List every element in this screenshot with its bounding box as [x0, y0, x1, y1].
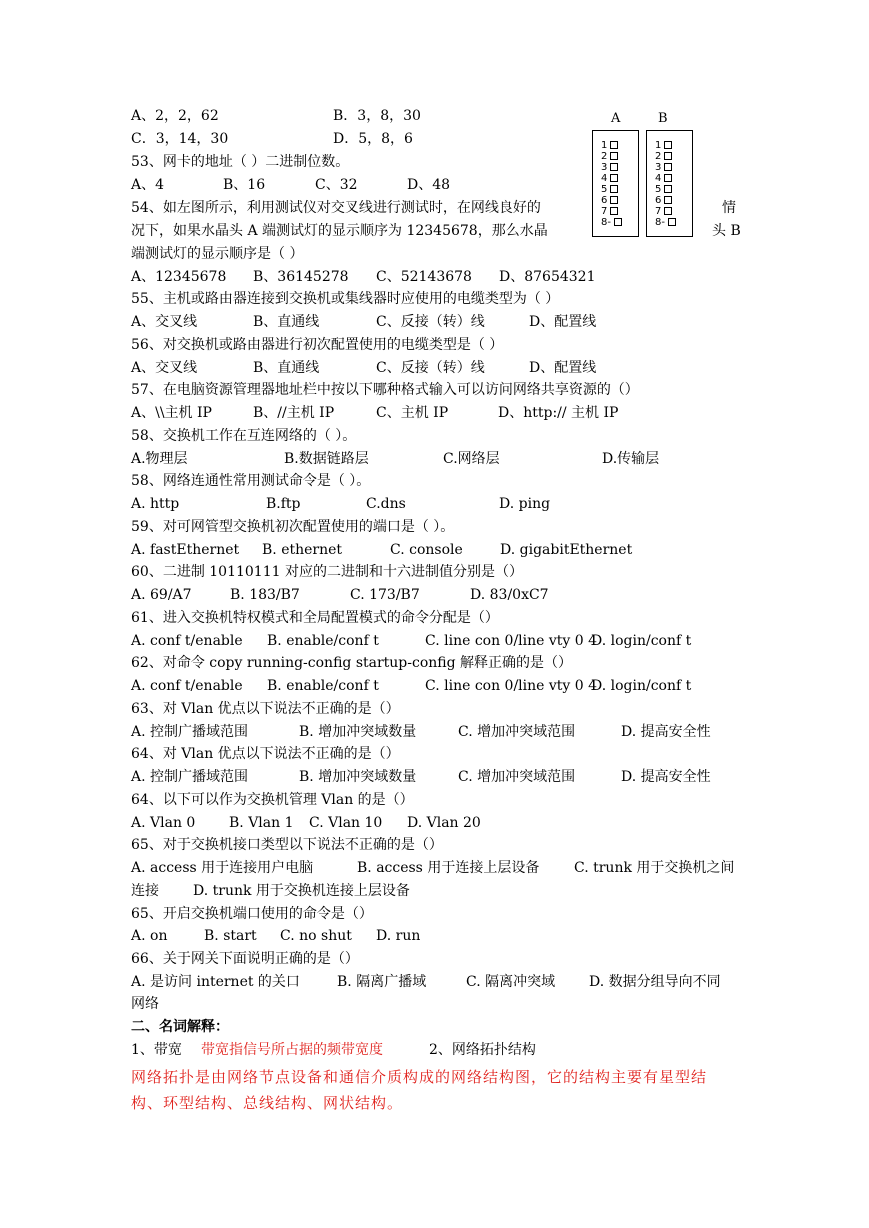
option-d: D. 83/0xC7 — [470, 587, 549, 603]
led-icon — [610, 185, 618, 193]
question-text: 端测试灯的显示顺序是（ ） — [131, 246, 304, 262]
option-c: C．3，14，30 — [131, 131, 229, 147]
pin-led: 4 — [601, 174, 618, 184]
label-b: B — [658, 111, 668, 126]
question-text: 64、对 Vlan 优点以下说法不正确的是（） — [131, 746, 400, 762]
option-d: D、配置线 — [529, 314, 597, 330]
option-b: B、直通线 — [253, 360, 320, 376]
question-text: 60、二进制 10110111 对应的二进制和十六进制值分别是（） — [131, 564, 523, 580]
led-icon — [668, 218, 676, 226]
option-c: C、反接（转）线 — [376, 314, 485, 330]
question-text: 56、对交换机或路由器进行初次配置使用的电缆类型是（ ） — [131, 337, 504, 353]
option-a: A、12345678 — [131, 269, 227, 285]
option-a: A、\\主机 IP — [131, 405, 212, 421]
option-a: A.物理层 — [131, 451, 188, 467]
option-d: D. run — [376, 928, 421, 944]
led-icon — [610, 152, 618, 160]
pin-led: 6 — [601, 196, 618, 206]
answer-text: 网络拓扑是由网络节点设备和通信介质构成的网络结构图，它的结构主要有星型结 — [131, 1068, 708, 1086]
option-a: A. conf t/enable — [131, 678, 243, 694]
question-text: 58、网络连通性常用测试命令是（ ）。 — [131, 473, 371, 489]
option-c: C. 隔离冲突域 — [466, 974, 556, 990]
term-bandwidth: 1、带宽 — [131, 1042, 182, 1058]
question-text: 54、如左图所示，利用测试仪对交叉线进行测试时，在网线良好的 — [131, 200, 541, 216]
option-c: C.dns — [366, 496, 406, 512]
option-a: A、2，2，62 — [131, 108, 219, 124]
led-icon — [610, 141, 618, 149]
pin-led: 3 — [655, 163, 672, 173]
option-a: A. conf t/enable — [131, 633, 243, 649]
option-b: B、16 — [223, 177, 266, 193]
option-a: A. Vlan 0 — [131, 815, 196, 831]
option-d: D. Vlan 20 — [407, 815, 481, 831]
option-a: A. http — [131, 496, 180, 512]
question-text: 57、在电脑资源管理器地址栏中按以下哪种格式输入可以访问网络共享资源的（） — [131, 382, 639, 398]
option-c: C. 增加冲突域范围 — [458, 724, 576, 740]
option-b: B.ftp — [266, 496, 301, 512]
option-a: A. 是访问 internet 的关口 — [131, 974, 300, 990]
option-b: B. Vlan 1 — [229, 815, 294, 831]
option-d-continued: 网络 — [131, 996, 159, 1012]
answer-text: 构、环型结构、总线结构、网状结构。 — [131, 1094, 404, 1112]
led-icon — [664, 207, 672, 215]
led-icon — [664, 196, 672, 204]
option-b: B. ethernet — [262, 542, 343, 558]
led-icon — [610, 207, 618, 215]
connector-a-box — [592, 130, 639, 237]
option-d: D. ping — [499, 496, 551, 512]
option-a: A、交叉线 — [131, 360, 198, 376]
question-text: 65、对于交换机接口类型以下说法不正确的是（） — [131, 837, 443, 853]
option-c: C、32 — [315, 177, 358, 193]
question-text: 63、对 Vlan 优点以下说法不正确的是（） — [131, 701, 400, 717]
pin-led: 1 — [655, 141, 672, 151]
option-c: C. line con 0/line vty 0 4 — [425, 678, 598, 694]
option-b: B. 增加冲突域数量 — [299, 769, 417, 785]
led-icon — [664, 163, 672, 171]
term-topology: 2、网络拓扑结构 — [429, 1042, 536, 1058]
led-icon — [614, 218, 622, 226]
option-c-continued: 连接 — [131, 883, 159, 899]
question-text: 53、网卡的地址（ ）二进制位数。 — [131, 154, 350, 170]
section-title: 二、名词解释： — [131, 1019, 229, 1035]
option-c: C、反接（转）线 — [376, 360, 485, 376]
option-d: D、http:// 主机 IP — [498, 405, 619, 421]
pin-led: 6 — [655, 196, 672, 206]
option-c: C、52143678 — [376, 269, 472, 285]
question-text: 58、交换机工作在互连网络的（ ）。 — [131, 428, 357, 444]
led-icon — [664, 174, 672, 182]
option-c: C. trunk 用于交换机之间 — [574, 860, 735, 876]
pin-led: 8- — [655, 218, 676, 228]
option-c: C. console — [390, 542, 463, 558]
option-a: A. fastEthernet — [131, 542, 240, 558]
option-b: B. enable/conf t — [267, 633, 379, 649]
option-b: B. access 用于连接上层设备 — [357, 860, 540, 876]
question-text-tail: 头 B — [712, 223, 741, 239]
led-icon — [610, 196, 618, 204]
option-c: C.网络层 — [443, 451, 500, 467]
pin-led: 8- — [601, 218, 622, 228]
option-b: B、//主机 IP — [253, 405, 335, 421]
option-b: B、直通线 — [253, 314, 320, 330]
question-text: 66、关于网关下面说明正确的是（） — [131, 951, 359, 967]
pin-led: 5 — [601, 185, 618, 195]
pin-led: 2 — [655, 152, 672, 162]
option-d: D. gigabitEthernet — [500, 542, 633, 558]
option-b: B. 隔离广播域 — [337, 974, 427, 990]
option-d: D、配置线 — [529, 360, 597, 376]
option-d: D、87654321 — [499, 269, 596, 285]
question-text-tail: 情 — [722, 200, 736, 216]
led-icon — [664, 152, 672, 160]
led-icon — [610, 174, 618, 182]
option-d: D. 数据分组导向不同 — [589, 974, 721, 990]
option-a: A. 69/A7 — [131, 587, 192, 603]
question-text: 65、开启交换机端口使用的命令是（） — [131, 906, 373, 922]
led-icon — [664, 141, 672, 149]
option-c: C. 173/B7 — [350, 587, 420, 603]
option-d: D. login/conf t — [591, 678, 692, 694]
option-d: D. 提高安全性 — [621, 724, 711, 740]
option-a: A. on — [131, 928, 168, 944]
option-d: D.传输层 — [602, 451, 660, 467]
pin-led: 4 — [655, 174, 672, 184]
question-text: 59、对可网管型交换机初次配置使用的端口是（ ）。 — [131, 519, 455, 535]
option-d: D. trunk 用于交换机连接上层设备 — [193, 883, 410, 899]
option-d: D. 提高安全性 — [621, 769, 711, 785]
option-d: D．5，8，6 — [333, 131, 413, 147]
pin-led: 5 — [655, 185, 672, 195]
option-a: A. access 用于连接用户电脑 — [131, 860, 314, 876]
option-a: A. 控制广播域范围 — [131, 769, 249, 785]
option-a: A、4 — [131, 177, 165, 193]
question-text: 64、以下可以作为交换机管理 Vlan 的是（） — [131, 792, 414, 808]
option-b: B．3，8，30 — [333, 108, 421, 124]
option-a: A. 控制广播域范围 — [131, 724, 249, 740]
pin-led: 3 — [601, 163, 618, 173]
option-b: B、36145278 — [253, 269, 349, 285]
pin-led: 1 — [601, 141, 618, 151]
question-text: 55、主机或路由器连接到交换机或集线器时应使用的电缆类型为（ ） — [131, 291, 560, 307]
pin-led: 2 — [601, 152, 618, 162]
connector-b-box — [646, 130, 693, 237]
led-icon — [610, 163, 618, 171]
option-b: B. enable/conf t — [267, 678, 379, 694]
question-text: 61、进入交换机特权模式和全局配置模式的命令分配是（） — [131, 610, 499, 626]
option-c: C. Vlan 10 — [309, 815, 383, 831]
option-c: C. no shut — [280, 928, 352, 944]
option-d: D. login/conf t — [591, 633, 692, 649]
option-c: C. 增加冲突域范围 — [458, 769, 576, 785]
option-b: B.数据链路层 — [284, 451, 369, 467]
option-c: C、主机 IP — [376, 405, 449, 421]
option-b: B. 增加冲突域数量 — [299, 724, 417, 740]
option-d: D、48 — [407, 177, 451, 193]
answer-bandwidth: 带宽指信号所占据的频带宽度 — [201, 1042, 383, 1058]
option-a: A、交叉线 — [131, 314, 198, 330]
question-text: 况下，如果水晶头 A 端测试灯的显示顺序为 12345678，那么水晶 — [131, 223, 548, 239]
question-text: 62、对命令 copy running-config startup-config 解释正确的是（） — [131, 655, 573, 671]
label-a: A — [611, 111, 621, 126]
led-icon — [664, 185, 672, 193]
pin-led: 7 — [601, 207, 618, 217]
option-b: B. start — [204, 928, 257, 944]
pin-led: 7 — [655, 207, 672, 217]
option-c: C. line con 0/line vty 0 4 — [425, 633, 598, 649]
option-b: B. 183/B7 — [230, 587, 300, 603]
